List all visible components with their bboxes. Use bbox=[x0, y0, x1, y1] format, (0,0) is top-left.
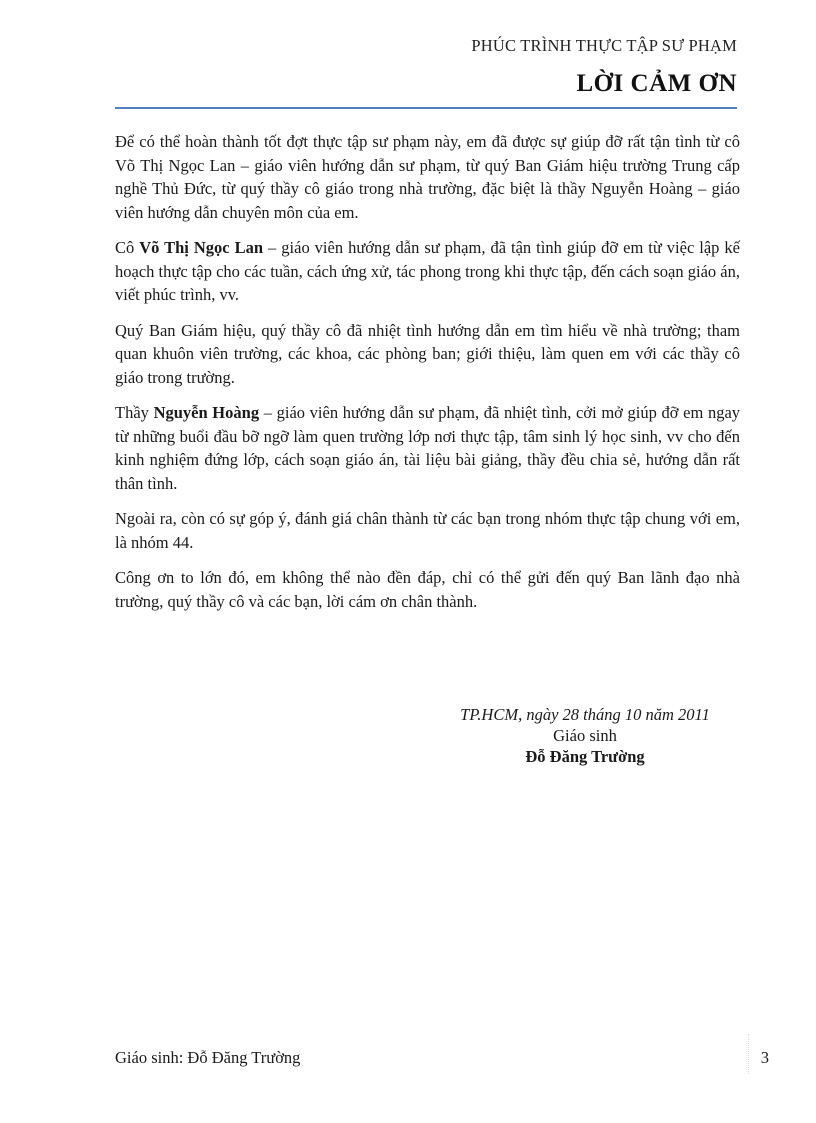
paragraph-4-text: – giáo viên hướng dẫn sư phạm, đã nhiệt tình, cởi mở giúp đỡ em ngay từ những buổi đầu bỡ ngỡ làm quen trường lớp nơi thực tập, tâm sinh lý học sinh, vv cho đến kinh nghiệm đứng lớp, cách soạn giáo án, tài liệu bài giảng, thầy đều chia sẻ, hướng dẫn rất thân tình. bbox=[115, 403, 741, 493]
header-divider bbox=[115, 107, 737, 109]
paragraph-1: Để có thể hoàn thành tốt đợt thực tập sư phạm này, em đã được sự giúp đỡ rất tận tình từ cô Võ Thị Ngọc Lan – giáo viên hướng dẫn sư phạm, từ quý Ban Giám hiệu trường Trung cấp nghề Thủ Đức, từ quý thầy cô giáo trong nhà trường, đặc biệt là thầy Nguyễn Hoàng – giáo viên hướng dẫn chuyên môn của em. bbox=[115, 132, 740, 222]
signature-role: Giáo sinh bbox=[553, 726, 617, 745]
page-title: LỜI CẢM ƠN bbox=[576, 70, 737, 97]
mentor-name-1: Võ Thị Ngọc Lan bbox=[139, 238, 264, 257]
footer-author: Giáo sinh: Đỗ Đăng Trường bbox=[115, 1048, 301, 1067]
mentor-name-2: Nguyễn Hoàng bbox=[153, 403, 260, 422]
page-number: 3 bbox=[760, 1048, 769, 1067]
paragraph-5: Ngoài ra, còn có sự góp ý, đánh giá chân thành từ các bạn trong nhóm thực tập chung với em, là nhóm 44. bbox=[115, 509, 740, 552]
paragraph-2-prefix: Cô bbox=[115, 238, 140, 257]
paragraph-4 bbox=[115, 401, 740, 495]
paragraph-3: Quý Ban Giám hiệu, quý thầy cô đã nhiệt tình hướng dẫn em tìm hiểu về nhà trường; tham quan khuôn viên trường, các khoa, các phòng ban; giới thiệu, làm quen em với các thầy cô giáo trong trường. bbox=[115, 320, 740, 387]
signature-date: TP.HCM, ngày 28 tháng 10 năm 2011 bbox=[460, 705, 710, 724]
paragraph-2 bbox=[115, 236, 740, 307]
paragraph-4-prefix: Thầy bbox=[115, 403, 154, 422]
running-header: PHÚC TRÌNH THỰC TẬP SƯ PHẠM bbox=[471, 36, 737, 55]
signature-block bbox=[405, 704, 765, 767]
paragraph-6: Công ơn to lớn đó, em không thể nào đền đáp, chỉ có thể gửi đến quý Ban lãnh đạo nhà trường, quý thầy cô và các bạn, lời cám ơn chân thành. bbox=[115, 568, 740, 611]
paragraph-2-text: – giáo viên hướng dẫn sư phạm, đã tận tình giúp đỡ em từ việc lập kế hoạch thực tập cho các tuần, cách ứng xử, tác phong trong khi thực tập, đến cách soạn giáo án, viết phúc trình, vv. bbox=[115, 238, 740, 304]
document-body bbox=[115, 130, 740, 625]
signature-name: Đỗ Đăng Trường bbox=[525, 747, 645, 766]
